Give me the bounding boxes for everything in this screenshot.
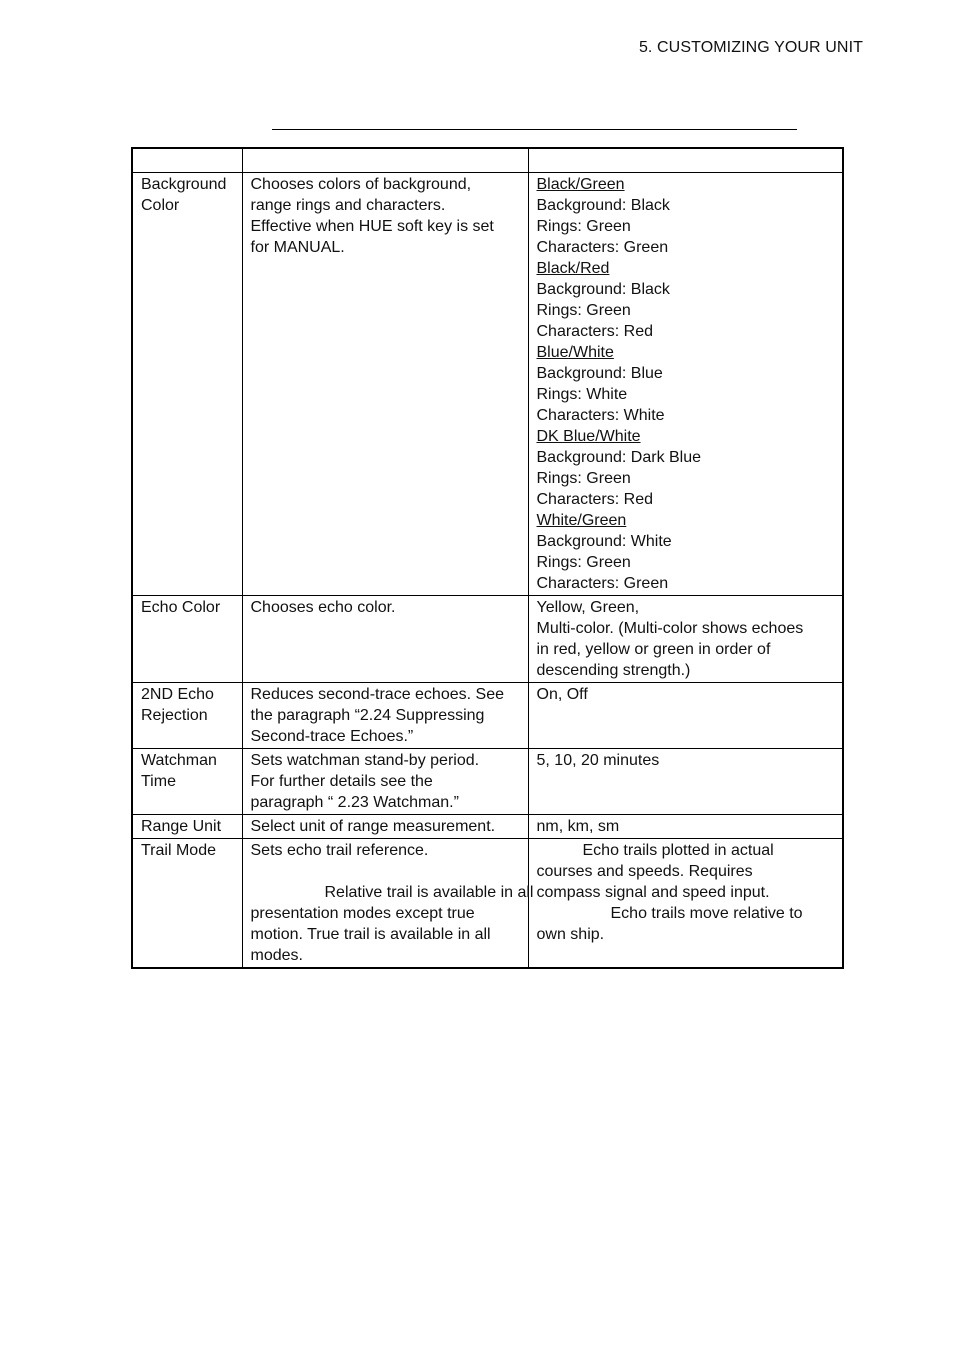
description-line: Reduces second-trace echoes. See (250, 686, 504, 703)
description-cell (242, 749, 528, 815)
item-label: Trail Mode (141, 842, 216, 859)
settings-table (131, 147, 844, 969)
item-cell (132, 173, 242, 596)
options-cell (528, 749, 843, 815)
option-line: Background: White (536, 533, 672, 550)
option-line: compass signal and speed input. (536, 884, 770, 901)
description-line: Chooses echo color. (250, 599, 396, 616)
option-line: Echo trails move relative to (610, 905, 803, 922)
options-cell (528, 839, 843, 969)
option-line: own ship. (536, 926, 605, 943)
description-line: motion. True trail is available in all (250, 926, 491, 943)
option-line: Background: Black (536, 281, 670, 298)
item-label: Watchman (141, 752, 217, 769)
description-line: presentation modes except true (250, 905, 475, 922)
option-line: Echo trails plotted in actual (582, 842, 774, 859)
header-options (528, 148, 843, 173)
option-line: Characters: Green (536, 239, 669, 256)
item-label: Range Unit (141, 818, 222, 835)
description-cell (242, 839, 534, 969)
description-cell (242, 683, 528, 749)
description-line: for MANUAL. (250, 239, 345, 256)
header-description (242, 148, 528, 173)
description-line: For further details see the (250, 773, 433, 790)
table-row-trail-mode (132, 839, 843, 969)
description-gap (251, 861, 520, 882)
description-line: Select unit of range measurement. (250, 818, 496, 835)
option-line: Rings: Green (536, 302, 631, 319)
item-cell (132, 596, 242, 683)
options-cell (528, 173, 843, 596)
item-label: Background (141, 176, 227, 193)
option-line: courses and speeds. Requires (536, 863, 753, 880)
option-line: Background: Black (536, 197, 670, 214)
option-name: White/Green (536, 512, 627, 529)
header-item (132, 148, 242, 173)
description-line: Effective when HUE soft key is set (250, 218, 494, 235)
chapter-header: 5. CUSTOMIZING YOUR UNIT (638, 39, 863, 56)
item-label: Rejection (141, 707, 208, 724)
item-cell (132, 815, 242, 839)
item-label: 2ND Echo (141, 686, 214, 703)
table-row-watchman-time (132, 749, 843, 815)
option-line: nm, km, sm (536, 818, 620, 835)
option-name: Black/Red (536, 260, 610, 277)
option-line: Background: Blue (536, 365, 663, 382)
options-cell (528, 683, 843, 749)
item-cell (132, 683, 242, 749)
description-line: modes. (250, 947, 303, 964)
table-row-background-color (132, 173, 843, 596)
option-line: in red, yellow or green in order of (536, 641, 771, 658)
title-underline (272, 129, 797, 130)
description-line: Sets echo trail reference. (250, 842, 429, 859)
item-label: Time (141, 773, 176, 790)
description-line: Second-trace Echoes.” (250, 728, 414, 745)
description-line: Chooses colors of background, (250, 176, 472, 193)
option-line: Characters: Green (536, 575, 669, 592)
table-row-range-unit (132, 815, 843, 839)
description-line: the paragraph “2.24 Suppressing (250, 707, 485, 724)
option-line: descending strength.) (536, 662, 691, 679)
description-cell (242, 173, 528, 596)
option-name: DK Blue/White (536, 428, 641, 445)
item-label: Echo Color (141, 599, 221, 616)
option-line: Rings: Green (536, 554, 631, 571)
option-line: On, Off (536, 686, 588, 703)
option-line: Yellow, Green, (536, 599, 640, 616)
description-line: range rings and characters. (250, 197, 446, 214)
option-line: Multi-color. (Multi-color shows echoes (536, 620, 804, 637)
table-row-echo-color (132, 596, 843, 683)
option-line: Characters: White (536, 407, 665, 424)
description-line: Relative trail is available in all (324, 884, 534, 901)
option-line: Characters: Red (536, 323, 653, 340)
description-line: paragraph “ 2.23 Watchman.” (250, 794, 459, 811)
description-cell (242, 815, 528, 839)
item-cell (132, 749, 242, 815)
description-line: Sets watchman stand-by period. (250, 752, 480, 769)
option-line: Characters: Red (536, 491, 653, 508)
table-header-row (132, 148, 843, 173)
option-line: Rings: Green (536, 218, 631, 235)
item-cell (132, 839, 242, 969)
options-cell (528, 596, 843, 683)
table-row-second-echo-rejection (132, 683, 843, 749)
item-label: Color (141, 197, 180, 214)
option-name: Blue/White (536, 344, 614, 361)
option-line: Rings: Green (536, 470, 631, 487)
option-line: 5, 10, 20 minutes (536, 752, 660, 769)
option-line: Rings: White (536, 386, 628, 403)
description-cell (242, 596, 528, 683)
option-name: Black/Green (536, 176, 625, 193)
option-line: Background: Dark Blue (536, 449, 702, 466)
options-cell (528, 815, 843, 839)
